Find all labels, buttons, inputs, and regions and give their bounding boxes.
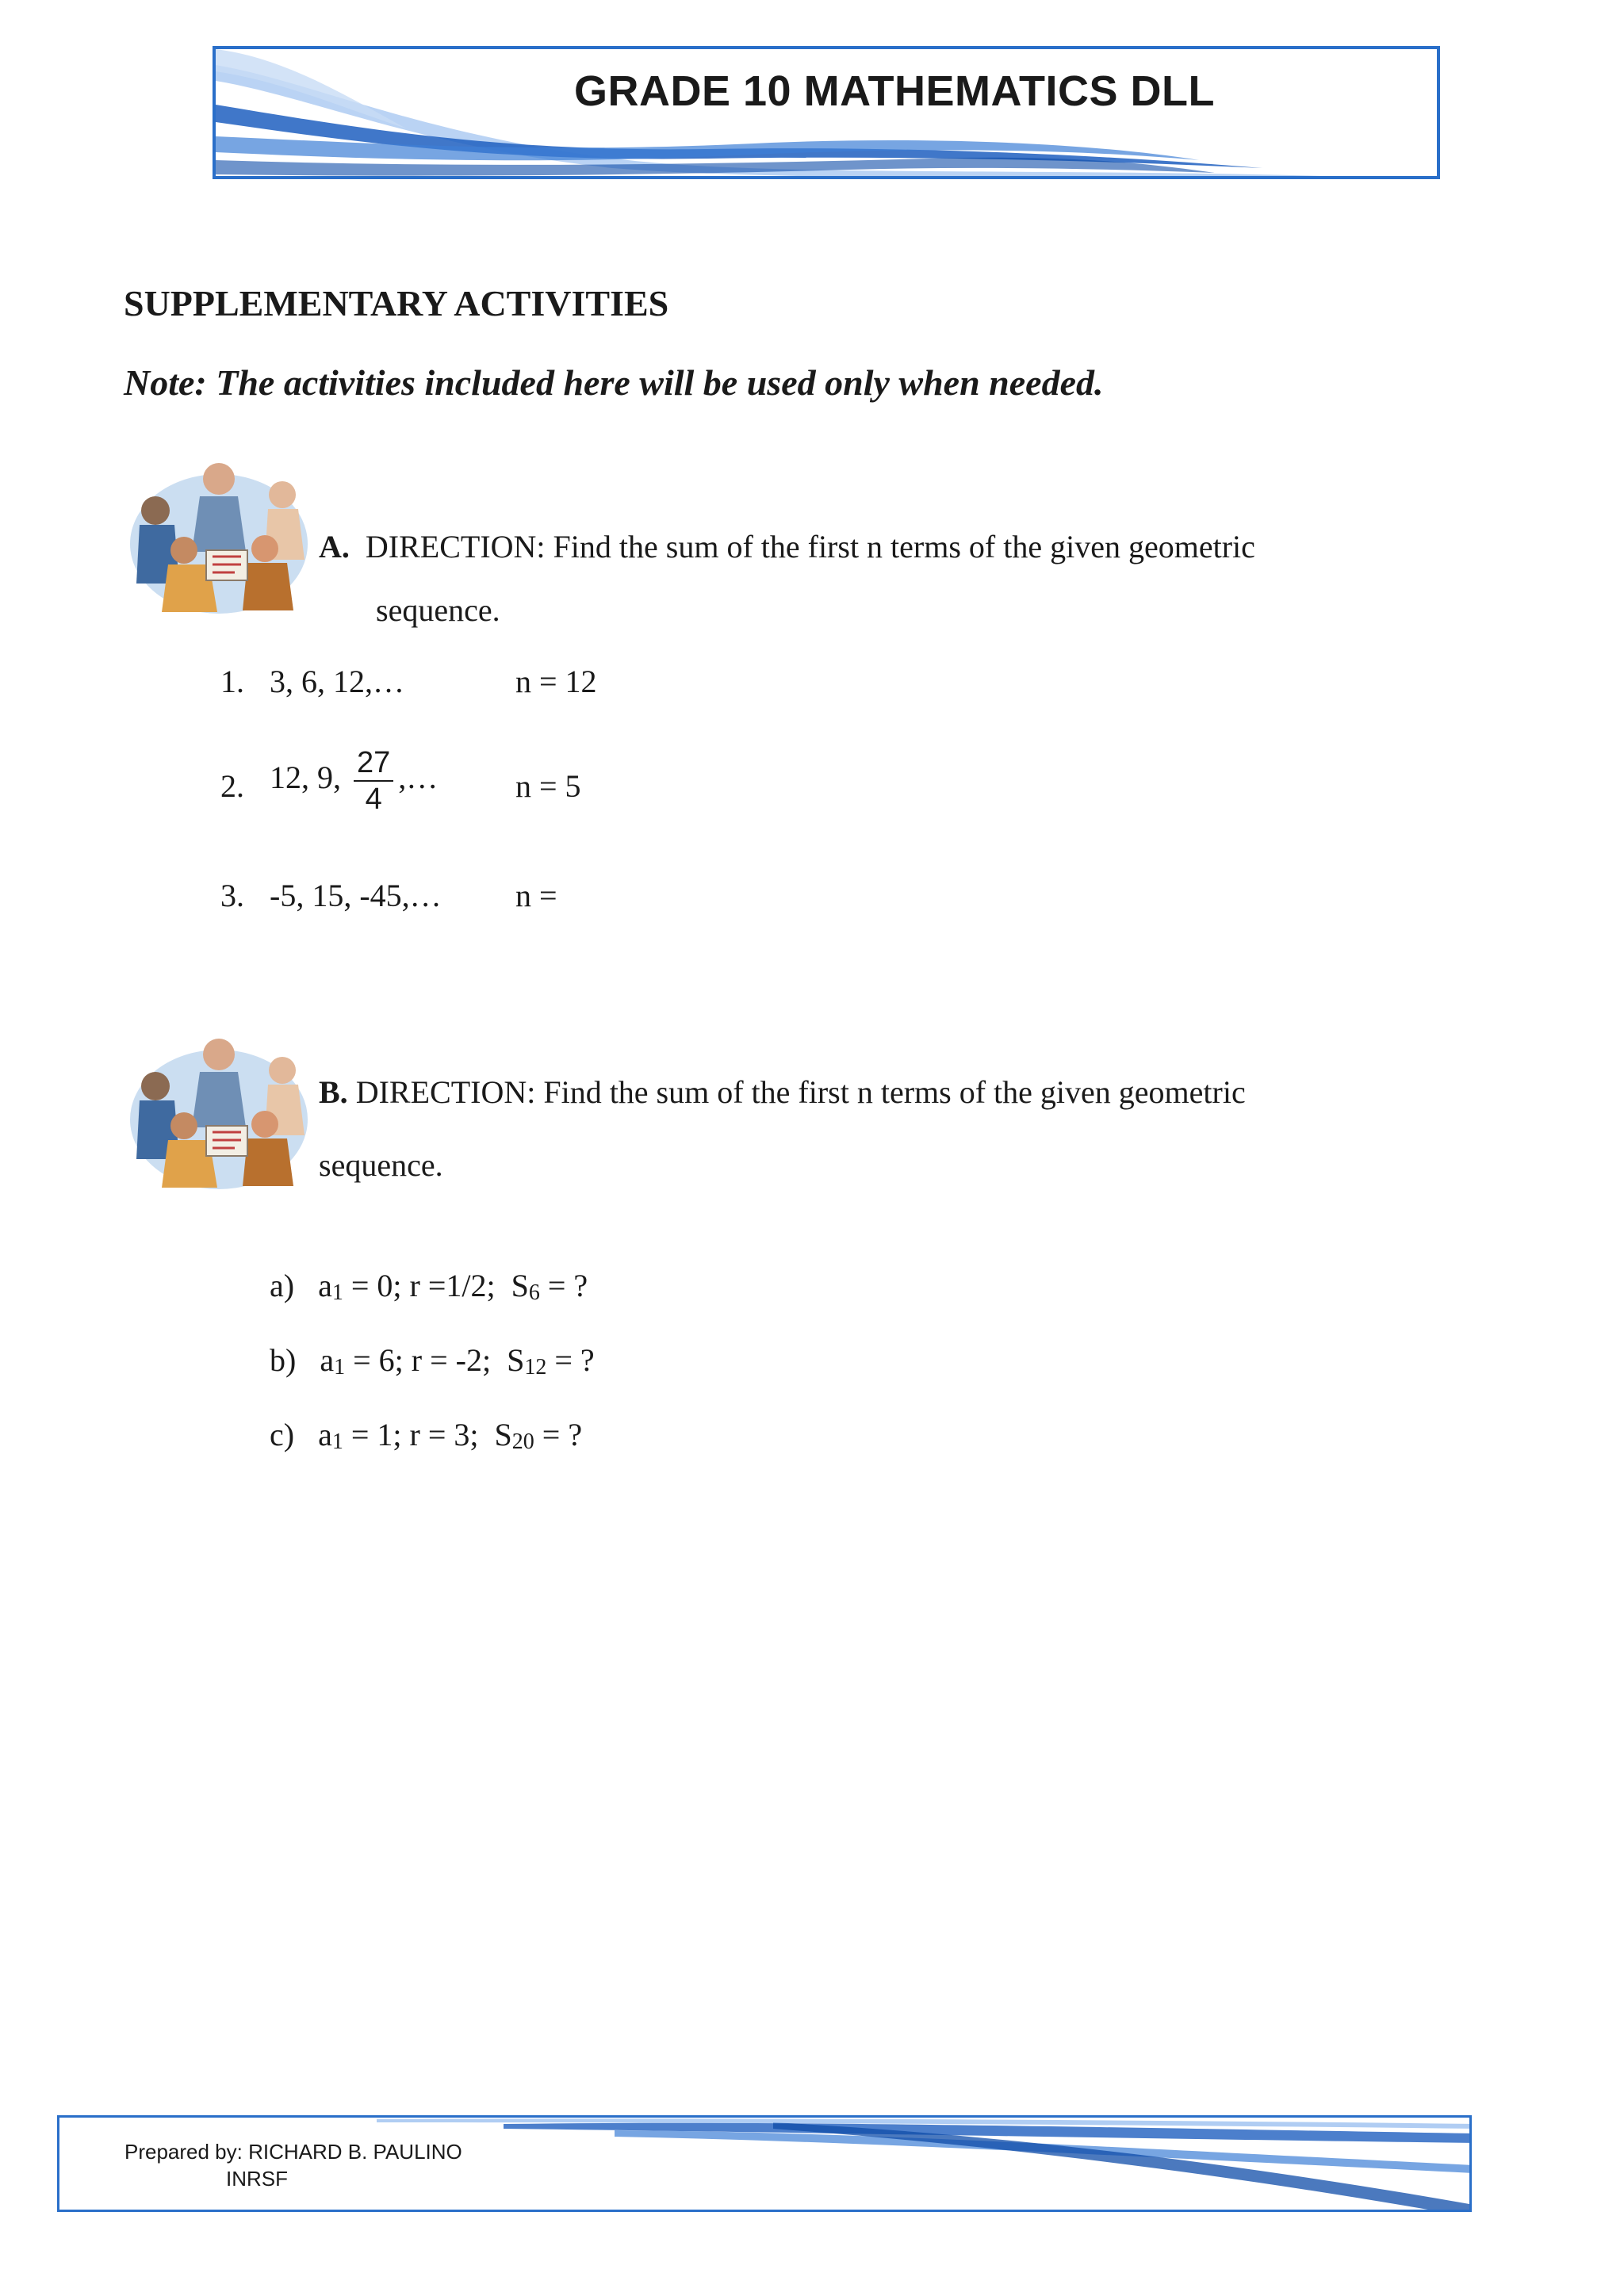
a-symbol: a	[320, 1342, 335, 1378]
a-value: = 6; r = -2;	[345, 1342, 508, 1378]
fraction-numerator: 27	[354, 745, 393, 782]
fraction-denominator: 4	[365, 783, 382, 816]
activity-a-item-sequence: -5, 15, -45,…	[270, 878, 442, 913]
activity-a-item-n: n =	[515, 878, 557, 913]
a-value: = 0; r =1/2;	[343, 1268, 511, 1303]
s-value: = ?	[534, 1417, 583, 1452]
activity-a-item-number: 1.	[220, 664, 244, 699]
section-heading: SUPPLEMENTARY ACTIVITIES	[124, 283, 669, 323]
item-letter: c)	[270, 1417, 295, 1452]
a-symbol: a	[318, 1417, 332, 1452]
s-subscript: 6	[528, 1280, 540, 1305]
activity-b-direction-line1	[319, 1073, 1246, 1111]
s-subscript: 12	[524, 1355, 547, 1380]
prepared-by-text: Prepared by: RICHARD B. PAULINO	[124, 2140, 462, 2164]
activity-b-item	[270, 1267, 588, 1306]
activity-a-item-sequence	[270, 745, 438, 817]
document-title: GRADE 10 MATHEMATICS DLL	[574, 67, 1215, 115]
item-letter: a)	[270, 1268, 295, 1303]
fraction	[354, 745, 393, 817]
activity-a-item-number: 2.	[220, 768, 244, 804]
activity-a-label: A.	[319, 529, 350, 564]
item-letter: b)	[270, 1342, 297, 1378]
school-text: INRSF	[226, 2167, 288, 2191]
footer-banner	[57, 2115, 1472, 2212]
activity-b-direction-line2: sequence.	[319, 1147, 443, 1183]
note-text: Note: The activities included here will be used only when needed.	[124, 362, 1104, 403]
activity-a-item-n: n = 5	[515, 768, 581, 804]
header-banner	[213, 46, 1440, 179]
activity-a-direction-line2: sequence.	[376, 592, 500, 628]
group-study-clipart-icon	[124, 1024, 314, 1191]
s-symbol: S	[511, 1268, 529, 1303]
sequence-prefix: 12, 9,	[270, 760, 341, 796]
s-value: = ?	[539, 1268, 588, 1303]
s-subscript: 20	[511, 1429, 534, 1454]
activity-a-direction-text: DIRECTION: Find the sum of the first n terms of the given geometric	[365, 529, 1255, 564]
activity-b-item	[270, 1341, 595, 1380]
activity-a-item-sequence: 3, 6, 12,…	[270, 664, 404, 699]
group-study-clipart-icon	[124, 449, 314, 615]
a-subscript: 1	[331, 1280, 343, 1305]
activity-b-item	[270, 1416, 582, 1455]
activity-b-label: B.	[319, 1074, 348, 1110]
a-value: = 1; r = 3;	[343, 1417, 495, 1452]
a-subscript: 1	[334, 1355, 346, 1380]
s-symbol: S	[507, 1342, 525, 1378]
activity-a-direction-line1	[319, 528, 1255, 565]
activity-b-direction-text: DIRECTION: Find the sum of the first n terms of the given geometric	[355, 1074, 1246, 1110]
blue-swoosh-graphic	[59, 2118, 1472, 2212]
sequence-suffix: ,…	[398, 760, 439, 796]
activity-a-item-number: 3.	[220, 878, 244, 913]
activity-a-item-n: n = 12	[515, 664, 597, 699]
a-symbol: a	[318, 1268, 332, 1303]
s-value: = ?	[546, 1342, 595, 1378]
s-symbol: S	[494, 1417, 512, 1452]
a-subscript: 1	[331, 1429, 343, 1454]
